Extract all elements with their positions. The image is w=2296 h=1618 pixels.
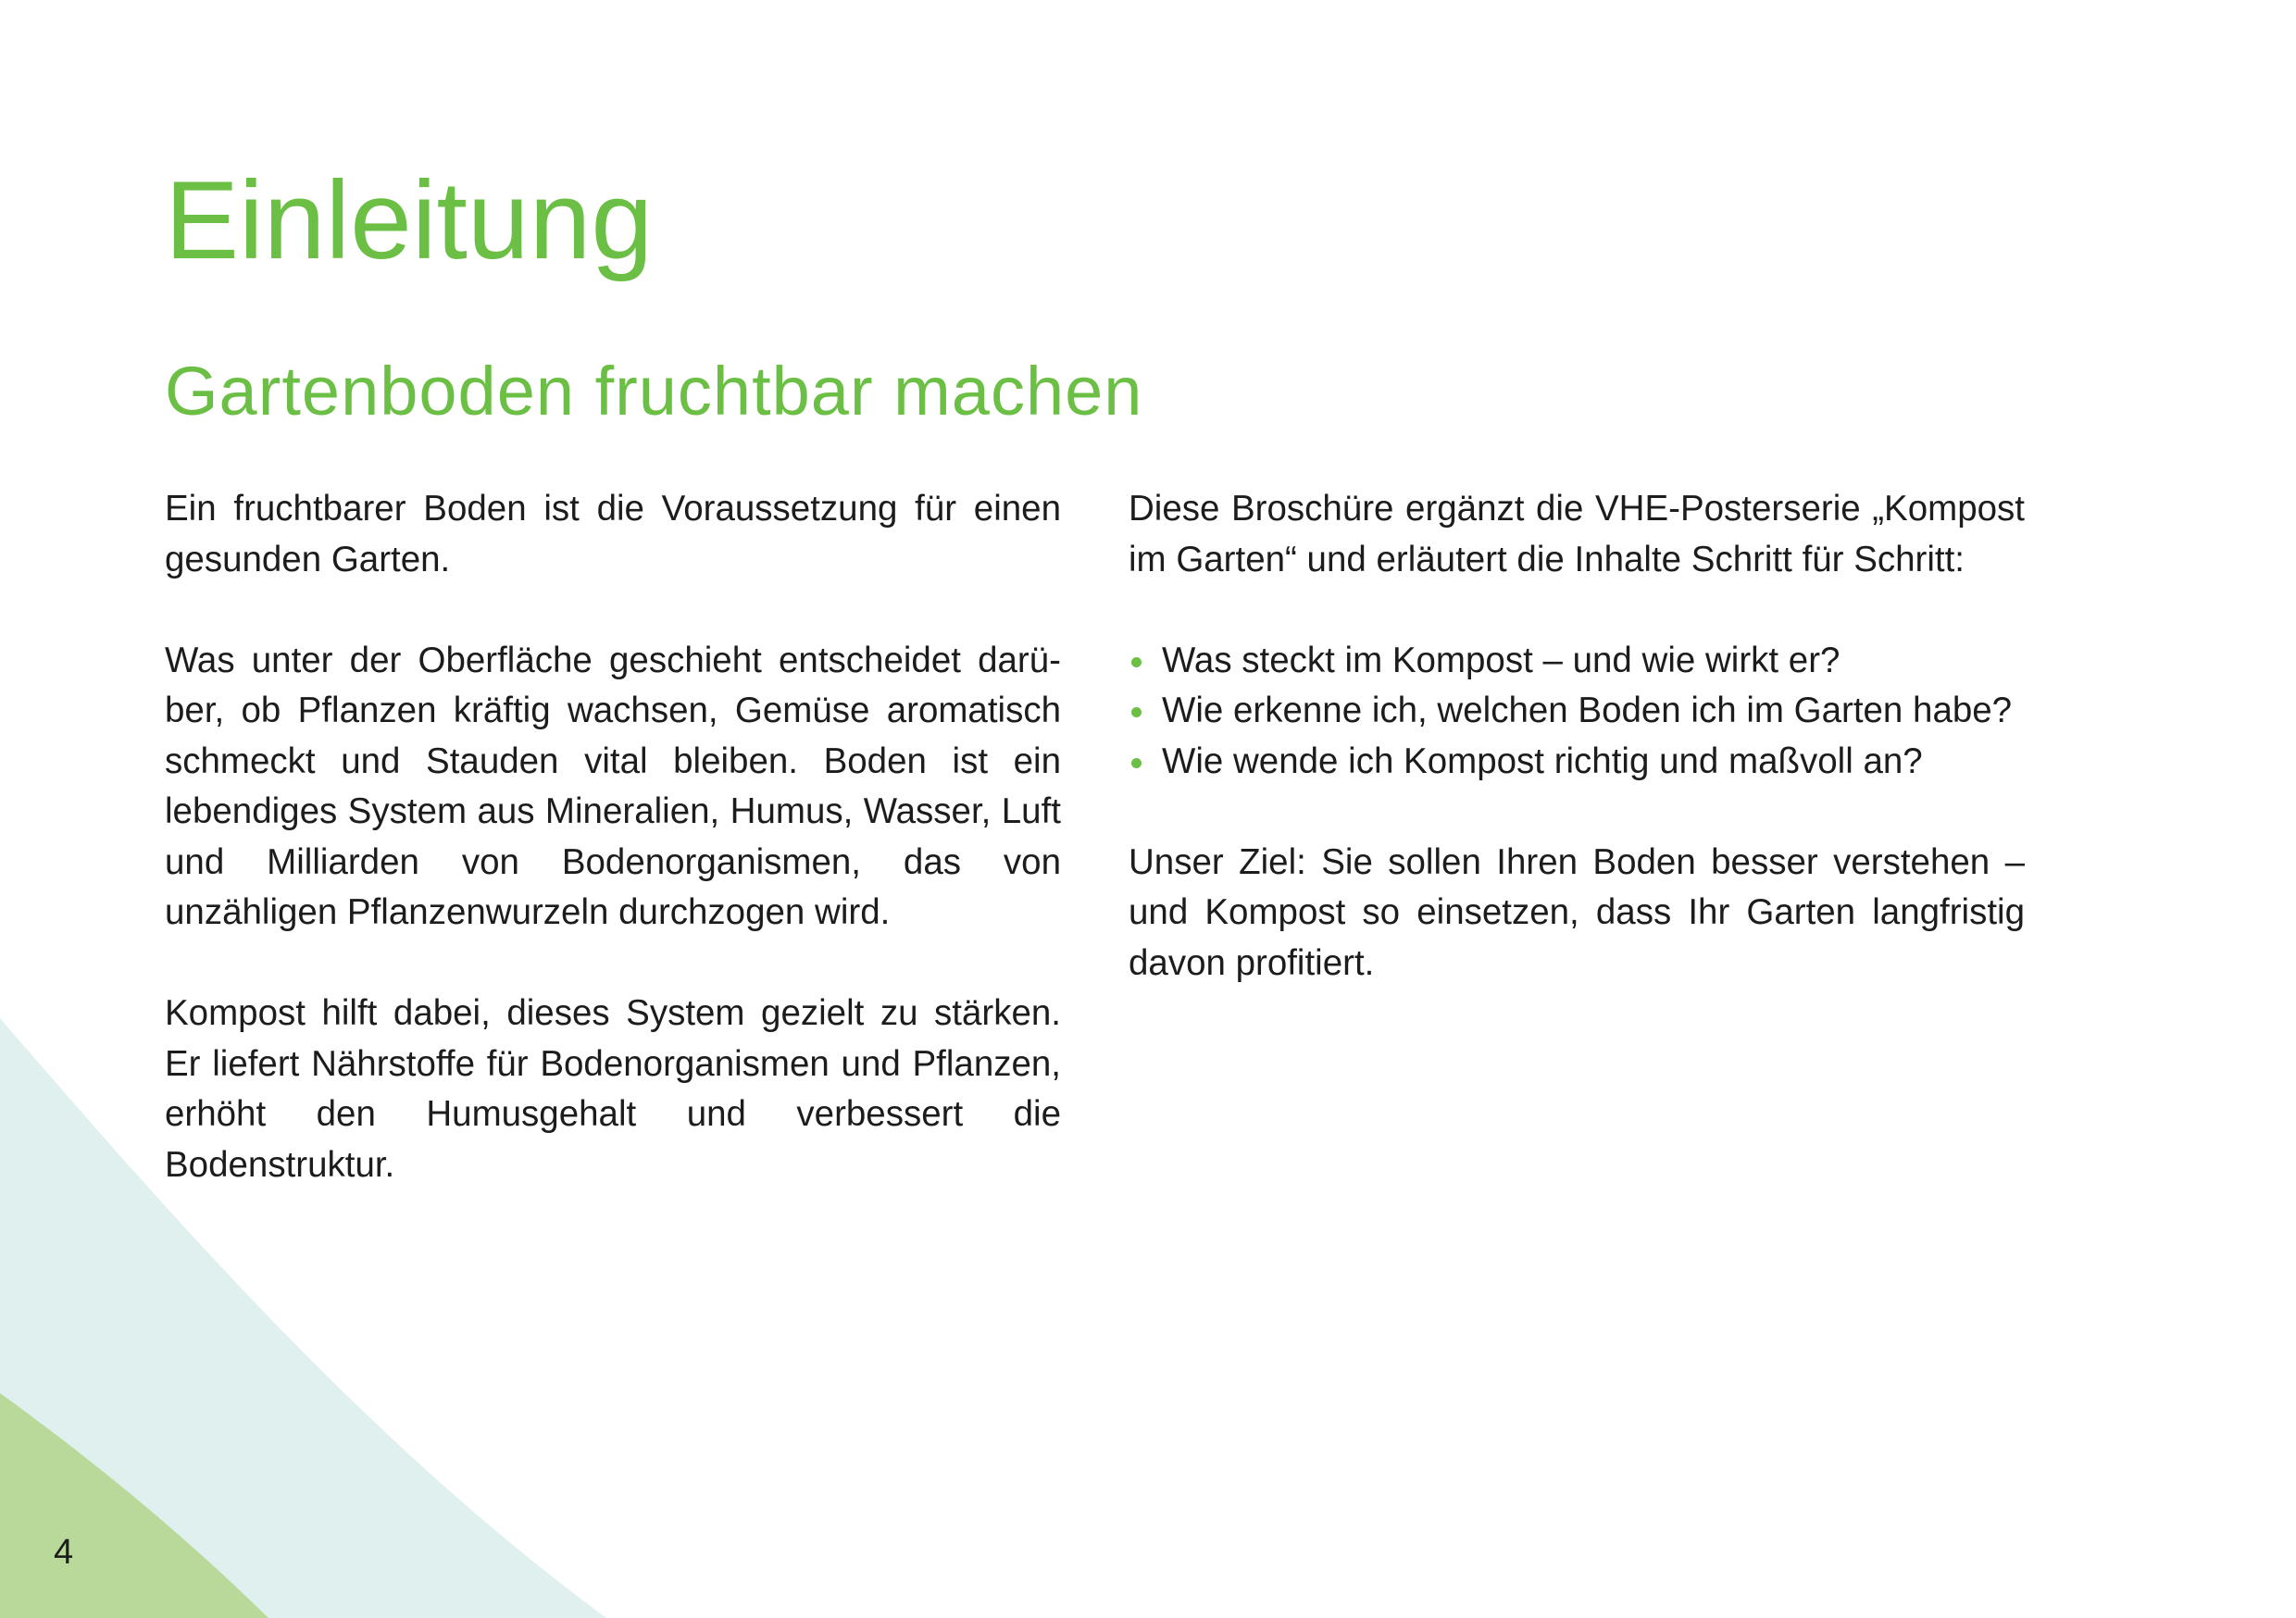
list-item [1129, 686, 2025, 737]
bullet-dot-icon [1131, 657, 1142, 667]
paragraph-compost-benefits: Kompost hilft dabei, dieses System gezielt zu stärken. Er liefert Nährstoffe für Bodenorganismen und Pflanzen, erhöht den Humusgehalt und verbessert die Bodenstruktur. [165, 993, 1061, 1185]
bullet-dot-icon [1131, 758, 1142, 768]
topics-list [1129, 636, 2025, 788]
list-item-text: Wie wende ich Kompost richtig und maßvoll an? [1162, 741, 1923, 781]
left-text-column [165, 484, 1061, 1241]
section-subtitle: Gartenboden fruchtbar machen [165, 353, 1143, 429]
bullet-dot-icon [1131, 707, 1142, 717]
paragraph-brochure-intro: Diese Broschüre ergänzt die VHE-Posterserie „Kompost im Garten“ und erläutert die Inhalte Schritt für Schritt: [1129, 489, 2025, 579]
paragraph-intro: Ein fruchtbarer Boden ist die Voraussetzung für einen gesunden Garten. [165, 489, 1061, 579]
page-title: Einleitung [165, 158, 654, 282]
list-item [1129, 737, 2025, 788]
list-item-text: Wie erkenne ich, welchen Boden ich im Garten habe? [1162, 691, 2013, 730]
page-number: 4 [54, 1533, 74, 1572]
list-item [1129, 636, 2025, 687]
paragraph-soil-system: Was unter der Oberfläche geschieht entscheidet darüber, ob Pflanzen kräftig wachsen, Gemüse aromatisch schmeckt und Stauden vital bleiben. Boden ist ein lebendiges System aus Mineralien, Humus, Wasser, Luft und Milliarden von Bodenorganismen, das von unzähligen Pflanzenwurzeln durchzogen wird. [165, 640, 1061, 932]
paragraph-goal: Unser Ziel: Sie sollen Ihren Boden besser verstehen – und Kompost so einsetzen, dass Ihr Garten langfristig davon profitiert. [1129, 841, 2025, 983]
right-text-column [1129, 484, 2025, 1039]
list-item-text: Was steckt im Kompost – und wie wirkt er? [1162, 640, 1841, 680]
